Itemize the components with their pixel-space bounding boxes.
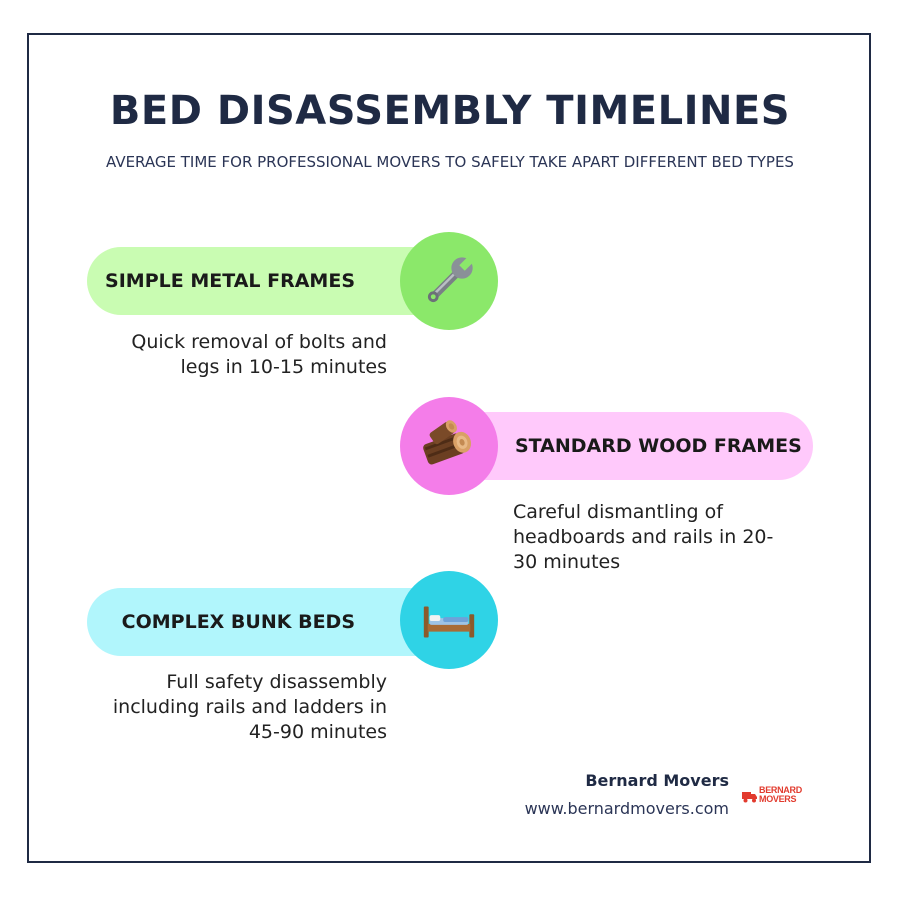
item-description: Careful dismantling of headboards and rails in 20-30 minutes [513,501,774,573]
item-label: SIMPLE METAL FRAMES [105,270,355,292]
brand-name: Bernard Movers [585,771,729,790]
page-title: BED DISASSEMBLY TIMELINES [109,88,791,134]
page-subtitle: AVERAGE TIME FOR PROFESSIONAL MOVERS TO SAFELY TAKE APART DIFFERENT BED TYPES [106,153,794,171]
brand-logo [742,786,808,808]
bed-icon [418,589,480,651]
item-description: Full safety disassembly including rails and ladders in 45-90 minutes [112,671,387,743]
truck-logo-icon [742,789,758,803]
logo-text-line1: BERNARD [759,785,802,795]
logo-text-line2: MOVERS [759,794,797,804]
item-icon-circle [400,571,498,669]
item-label: COMPLEX BUNK BEDS [121,611,355,633]
item-description: Quick removal of bolts and legs in 10-15 minutes [131,331,387,378]
wrench-icon [418,250,480,312]
item-label: STANDARD WOOD FRAMES [515,435,802,457]
wood-log-icon [418,415,480,477]
item-icon-circle [400,232,498,330]
brand-url[interactable]: www.bernardmovers.com [524,799,729,818]
item-icon-circle [400,397,498,495]
